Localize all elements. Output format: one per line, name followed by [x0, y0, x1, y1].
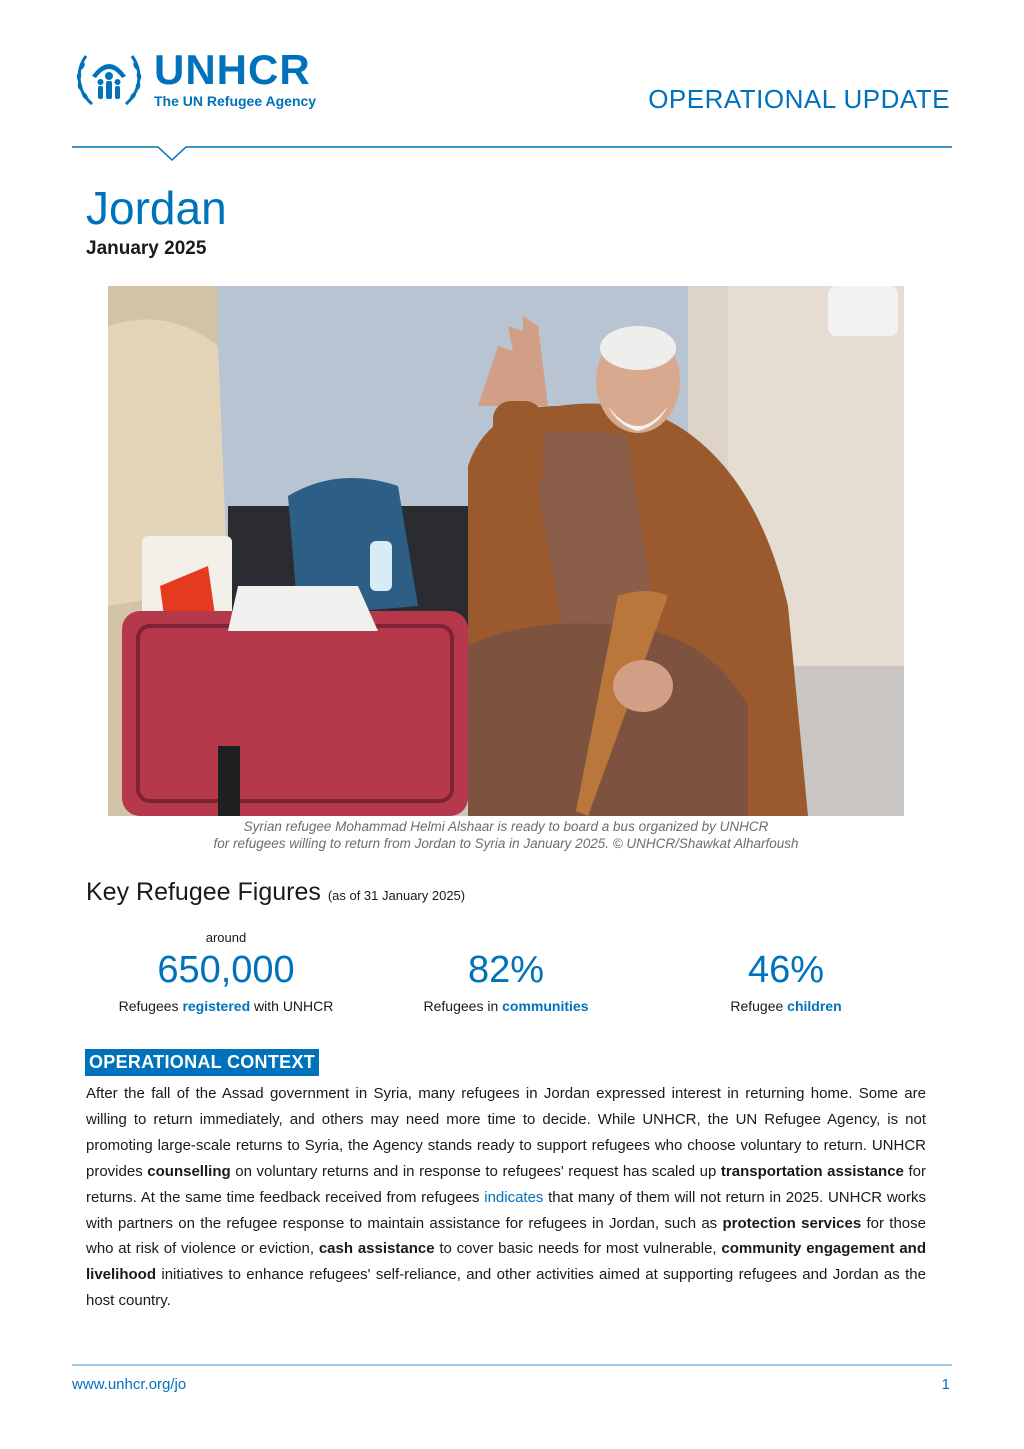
context-bold: protection services [722, 1214, 862, 1232]
footer-url-link[interactable]: www.unhcr.org/jo [72, 1376, 187, 1393]
figure-label-post: with UNHCR [250, 998, 334, 1014]
figure-prefix: around [205, 930, 247, 945]
page-number: 1 [941, 1376, 950, 1393]
context-text: for returns. At the same time feedback received from refugees [86, 1162, 926, 1206]
figure-label [656, 998, 916, 1014]
refugee-photo-illustration [108, 286, 904, 816]
figure-registered [86, 930, 366, 1014]
figure-label-highlight: registered [182, 998, 251, 1014]
figure-label-highlight: communities [502, 998, 589, 1014]
figure-communities [376, 930, 636, 1014]
caption-line-1: Syrian refugee Mohammad Helmi Alshaar is ready to board a bus organized by UNHCR [243, 819, 769, 834]
figure-label-pre: Refugee [730, 998, 788, 1014]
document-type: OPERATIONAL UPDATE [648, 84, 950, 114]
context-bold: community engagement and livelihood [86, 1240, 927, 1284]
logo-text [154, 46, 317, 109]
context-text: for those who at risk of violence or eviction, [86, 1214, 926, 1258]
context-text: After the fall of the Assad government in Syria, many refugees in Jordan expressed interest in returning home. Some are willing to return immediately, and others may need more time to decide. While UNHCR, the UN Refugee Agency, is not promoting large-scale returns to Syria, the Agency stands ready to support refugees who choose voluntary to return. UNHCR provides [86, 1085, 926, 1180]
footer-divider [72, 1364, 952, 1366]
figure-prefix [656, 930, 916, 948]
figure-value: 650,000 [157, 949, 295, 991]
unhcr-logo [72, 46, 316, 112]
photo-caption [108, 818, 904, 852]
key-figures-date: (as of 31 January 2025) [327, 888, 466, 903]
figure-children [656, 930, 916, 1014]
figure-value: 82% [467, 949, 545, 991]
context-text: that many of them will not return in 2025. UNHCR works with partners on the refugee response to maintain assistance for refugees in Jordan, such as [86, 1188, 926, 1232]
figure-label-pre: Refugees [118, 998, 183, 1014]
context-bold: counselling [147, 1162, 231, 1180]
cover-photo [108, 286, 904, 816]
context-text: on voluntary returns and in response to refugees' request has scaled up [230, 1162, 721, 1180]
context-text: to cover basic needs for most vulnerable, [434, 1240, 722, 1258]
caption-line-2: for refugees willing to return from Jordan to Syria in January 2025. © UNHCR/Shawkat Alharfoush [213, 836, 799, 851]
key-figures-title [86, 878, 465, 907]
laurel-emblem-icon [72, 46, 146, 112]
page-subtitle: January 2025 [86, 238, 207, 259]
context-bold: transportation assistance [720, 1162, 904, 1180]
section-heading-operational-context: OPERATIONAL CONTEXT [85, 1049, 319, 1076]
figure-prefix [376, 930, 636, 948]
context-bold: cash assistance [318, 1240, 435, 1258]
logo-subtitle: The UN Refugee Agency [154, 93, 317, 109]
logo-name: UNHCR [154, 46, 311, 93]
indicates-link[interactable]: indicates [484, 1188, 544, 1206]
figure-label-highlight: children [787, 998, 842, 1014]
context-text: initiatives to enhance refugees' self-reliance, and other activities aimed at supporting refugees and Jordan as the host country. [86, 1266, 926, 1310]
operational-context-paragraph [86, 1081, 926, 1314]
figure-label [376, 998, 636, 1014]
figure-value: 46% [747, 949, 825, 991]
header-divider [72, 136, 952, 164]
key-figures-heading: Key Refugee Figures [86, 878, 321, 906]
page-title: Jordan [86, 182, 227, 234]
figure-label [86, 998, 366, 1014]
figure-label-pre: Refugees in [423, 998, 503, 1014]
